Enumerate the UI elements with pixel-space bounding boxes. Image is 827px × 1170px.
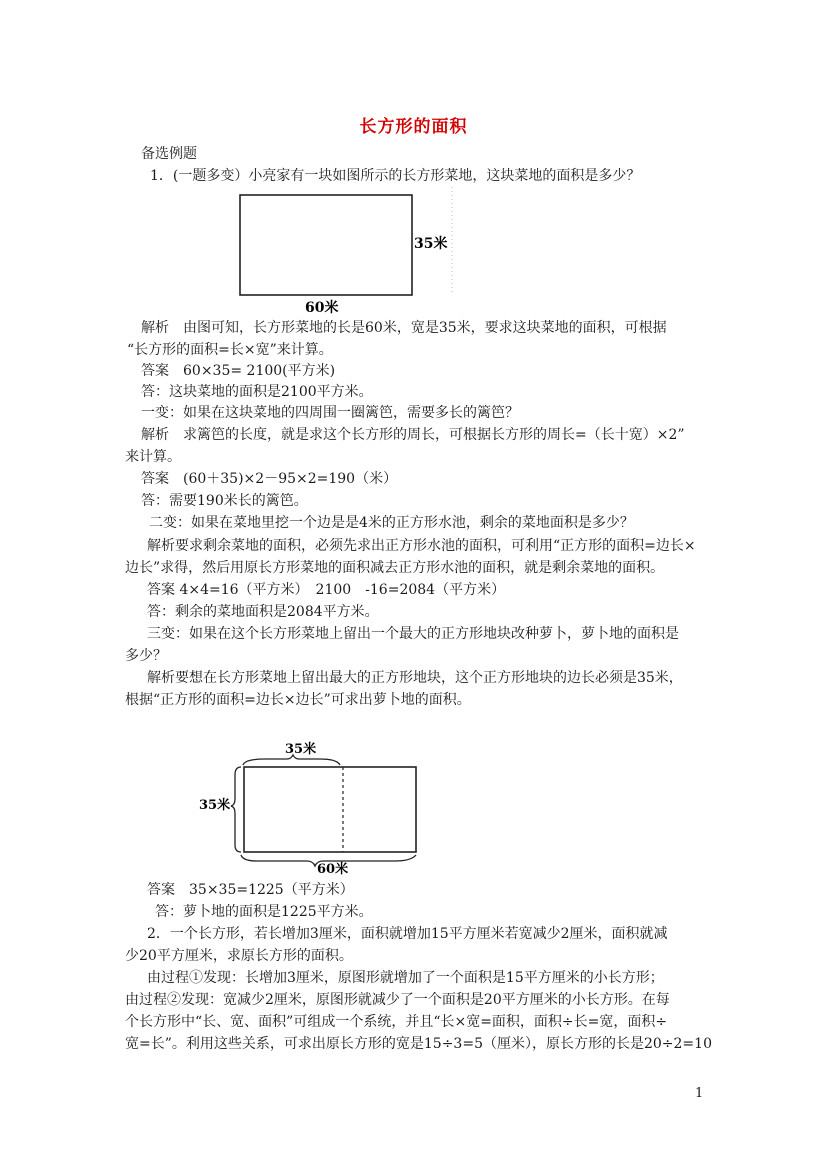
analysis-4: 解析要想在长方形菜地上留出最大的正方形地块，这个正方形地块的边长必须是35米，	[147, 670, 683, 686]
answer-3: 答案 4×4=16（平方米） 2100 -16=2084（平方米）	[147, 582, 506, 598]
section-heading: 备选例题	[141, 146, 197, 162]
variant-3: 三变：如果在这个长方形菜地上留出一个最大的正方形地块改种萝卜，萝卜地的面积是	[147, 626, 679, 642]
solution-line-4: 宽=长”。利用这些关系，可求出原长方形的宽是15÷3=5（厘米），原长方形的长是20÷2=10	[125, 1036, 712, 1052]
analysis-2-cont: 来计算。	[125, 449, 181, 465]
reply-3: 答：剩余的菜地面积是2084平方米。	[147, 604, 379, 620]
answer-2: 答案 (60＋35)×2－95×2=190（米）	[141, 471, 398, 487]
variant-2: 二变：如果在菜地里挖一个边是是4米的正方形水池，剩余的菜地面积是多少？	[149, 515, 634, 531]
problem-2-cont: 少20平方厘米，求原长方形的面积。	[125, 948, 353, 964]
analysis-4-cont: 根据“正方形的面积=边长×边长”可求出萝卜地的面积。	[125, 692, 471, 708]
side-brace	[231, 767, 241, 852]
solution-line-1: 由过程①发现：长增加3厘米，原图形就增加了一个面积是15平方厘米的小长方形；	[147, 970, 664, 986]
plot-rect	[244, 767, 416, 852]
analysis-2: 解析 求篱笆的长度，就是求这个长方形的周长，可根据长方形的周长=（长十宽）×2”	[141, 427, 685, 443]
analysis-3: 解析要求剩余菜地的面积，必须先求出正方形水池的面积，可利用“正方形的面积=边长×	[147, 538, 696, 554]
vegetable-plot-rect	[240, 195, 412, 295]
top-brace	[243, 755, 340, 765]
side-label: 35米	[199, 798, 231, 813]
problem-2: 2．一个长方形，若长增加3厘米，面积就增加15平方厘米若宽减少2厘米，面积就减	[147, 926, 668, 942]
answer-4: 答案 35×35=1225（平方米）	[147, 882, 354, 898]
page-number: 1	[695, 1086, 704, 1101]
top-label: 35米	[285, 742, 317, 757]
reply-2: 答：需要190米长的篱笆。	[141, 493, 308, 509]
variant-1: 一变：如果在这块菜地的四周围一圈篱笆，需要多长的篱笆？	[141, 405, 519, 421]
analysis-1-cont: “长方形的面积=长×宽”来计算。	[127, 342, 333, 358]
solution-line-2: 由过程②发现：宽减少2厘米，原图形就减少了一个面积是20平方厘米的小长方形。在每	[125, 992, 670, 1008]
analysis-3-cont: 边长”求得，然后用原长方形菜地的面积减去正方形水池的面积，就是剩余菜地的面积。	[125, 560, 665, 576]
answer-1: 答案 60×35= 2100(平方米)	[141, 363, 336, 379]
figure-rectangle	[225, 182, 465, 317]
solution-line-3: 个长方形中“长、宽、面积”可组成一个系统，并且“长×宽=面积，面积÷长=宽，面积÷	[125, 1014, 668, 1030]
problem-1: 1．(一题多变）小亮家有一块如图所示的长方形菜地，这块菜地的面积是多少？	[150, 168, 641, 184]
variant-3-cont: 多少？	[125, 648, 167, 664]
page-title: 长方形的面积	[359, 117, 468, 137]
reply-4: 答：萝卜地的面积是1225平方米。	[155, 904, 373, 920]
width-label: 35米	[414, 236, 448, 252]
analysis-1: 解析 由图可知，长方形菜地的长是60米，宽是35米，要求这块菜地的面积，可根据	[141, 320, 667, 336]
bottom-label: 60米	[317, 862, 349, 875]
figure-square-in-rectangle	[195, 735, 430, 875]
reply-1: 答：这块菜地的面积是2100平方米。	[141, 384, 373, 400]
length-label: 60米	[305, 300, 339, 316]
